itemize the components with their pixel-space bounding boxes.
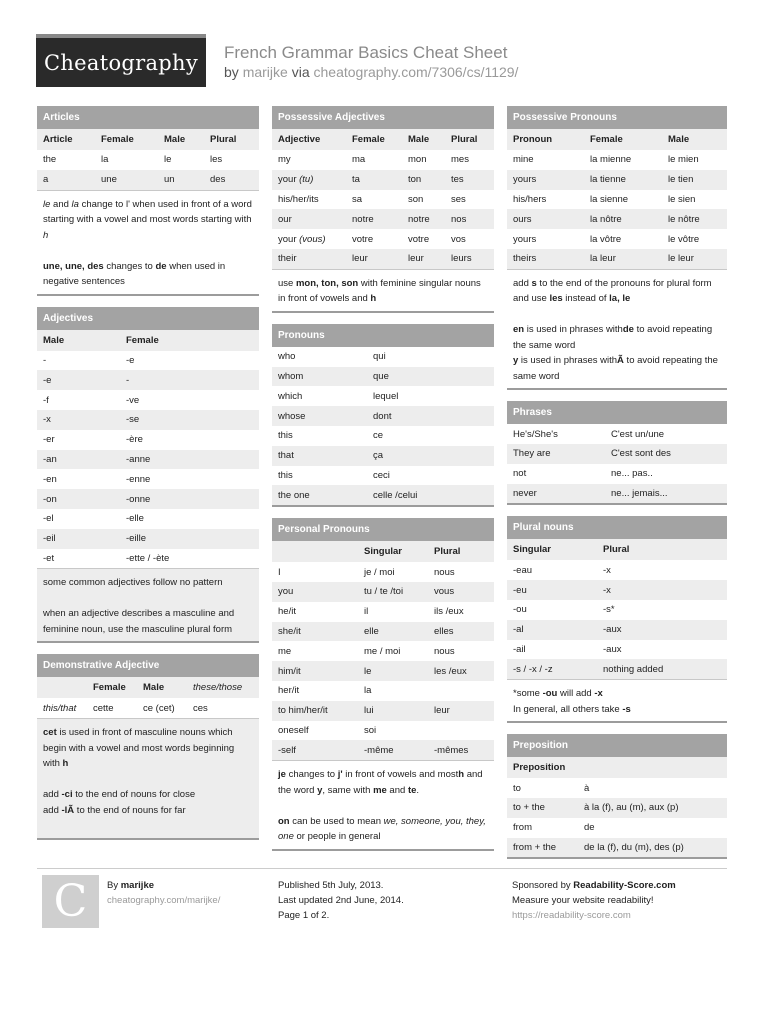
preposition-block <box>507 734 727 859</box>
table-row: your (tu) ta ton tes <box>272 170 494 190</box>
table-row: she/it elle elles <box>272 622 494 642</box>
block-title: Pronouns <box>272 324 494 347</box>
table-row: mine la mienne le mien <box>513 154 699 166</box>
block-title: Possessive Adjectives <box>272 106 494 129</box>
column-header <box>272 541 358 562</box>
table-row: our notre notre nos <box>272 209 494 229</box>
sponsor-info: Sponsored by Readability-Score.com Measure your website readability! https://readability-score.com <box>512 880 676 921</box>
table-row: -el -elle <box>43 513 144 525</box>
table-row: -eu -x <box>507 580 727 600</box>
column-header: these/those <box>193 682 243 694</box>
table-row: -ou -s* <box>513 604 615 616</box>
block-title: Phrases <box>507 401 727 424</box>
table-row: my ma mon mes <box>278 154 469 166</box>
table-row: I je / moi nous <box>278 566 455 578</box>
table-row: -en -enne <box>43 473 151 485</box>
column-3 <box>507 106 727 870</box>
avatar[interactable]: C <box>42 875 99 928</box>
table-row: him/it le les /eux <box>272 661 494 681</box>
demonstrative-table <box>37 677 259 718</box>
table-row: from + the de la (f), du (m), des (p) <box>507 838 727 858</box>
table-row: this/that cette ce (cet) ces <box>43 702 208 714</box>
table-row: -e - <box>37 370 259 390</box>
table-row: theirs la leur le leur <box>507 249 727 269</box>
table-row: -s / -x / -z nothing added <box>507 659 727 679</box>
table-row: -ail -aux <box>513 644 622 656</box>
table-row: which lequel <box>278 390 399 402</box>
table-row: oneself soi <box>278 724 377 736</box>
possessive-adjectives-note: use mon, ton, son with feminine singular nouns in front of vowels and h <box>272 269 494 311</box>
table-row: -er -ère <box>43 434 143 446</box>
column-2 <box>272 106 494 862</box>
table-row: his/hers la sienne le sien <box>513 193 696 205</box>
column-header: Female <box>126 334 159 346</box>
block-title: Demonstrative Adjective <box>37 654 259 677</box>
table-row: yours la tienne le tien <box>507 170 727 190</box>
page-title: French Grammar Basics Cheat Sheet <box>224 43 508 62</box>
author-link[interactable]: marijke <box>242 64 288 80</box>
author-url-link[interactable]: cheatography.com/marijke/ <box>107 895 221 906</box>
adjectives-block <box>37 307 259 644</box>
column-header: Female <box>590 134 623 145</box>
table-row: this ce <box>278 430 384 442</box>
table-row: who qui <box>278 351 386 363</box>
page-header <box>36 34 736 88</box>
column-header: Male <box>143 682 165 694</box>
table-row: that ça <box>272 446 494 466</box>
byline: by marijke via cheatography.com/7306/cs/1129/ <box>224 64 519 80</box>
possessive-adjectives-table <box>272 129 494 269</box>
possessive-adjectives-block <box>272 106 494 313</box>
author-info: By marijke cheatography.com/marijke/ <box>107 880 221 906</box>
table-row: their leur leur leurs <box>272 249 494 269</box>
preposition-table <box>507 757 727 857</box>
table-row: -self -même -mêmes <box>272 740 494 760</box>
table-row: -eau -x <box>513 564 611 576</box>
table-row: this ceci <box>278 469 390 481</box>
personal-pronouns-block <box>272 518 494 850</box>
table-row: -et -ette / -ète <box>43 552 170 564</box>
column-header: Male <box>408 134 430 145</box>
column-header: Male <box>164 134 186 145</box>
page-footer <box>37 868 727 938</box>
column-header: Singular <box>513 544 552 556</box>
table-row: a une un des <box>37 170 259 190</box>
adjectives-note: some common adjectives follow no pattern when an adjective describes a masculine and feminine noun, use the masculine plural form <box>37 568 259 641</box>
possessive-pronouns-block <box>507 106 727 390</box>
sponsor-link[interactable]: Readability-Score.com <box>573 880 676 891</box>
table-row: whom que <box>272 367 494 387</box>
plural-nouns-note: *some -ou will add -x In general, all others take -s <box>507 679 727 721</box>
column-header: Pronoun <box>513 134 553 145</box>
pronouns-block <box>272 324 494 507</box>
block-title: Personal Pronouns <box>272 518 494 541</box>
table-row: to à <box>513 782 590 794</box>
column-header: Plural <box>210 134 237 145</box>
table-row: -eil -eille <box>37 529 259 549</box>
table-row: not ne... pas.. <box>513 468 653 480</box>
table-row: his/her/its sa son ses <box>278 193 466 205</box>
table-row: - -e <box>43 354 135 366</box>
table-row: your (vous) votre votre vos <box>278 233 466 245</box>
personal-pronouns-table <box>272 541 494 760</box>
table-row: you tu / te /toi vous <box>272 582 494 602</box>
personal-pronouns-note: je changes to j' in front of vowels and mosth and the word y, same with me and te. on can be used to mean we, someone, you, they, one or people in general <box>272 760 494 849</box>
table-row: He's/She's C'est un/une <box>513 428 665 440</box>
cheatography-logo[interactable]: Cheatography <box>36 34 206 87</box>
table-row: me me / moi nous <box>278 645 455 657</box>
column-header: Singular <box>364 546 403 558</box>
publish-info: Published 5th July, 2013. Last updated 2nd June, 2014. Page 1 of 2. <box>278 880 404 921</box>
column-header: Female <box>101 134 134 145</box>
plural-nouns-block <box>507 516 727 723</box>
possessive-pronouns-note: add s to the end of the pronouns for plural form and use les instead of la, le en is used in phrases withde to avoid repeating the same word y is used in phrases withÃ to avoid repeating the same word <box>507 269 727 389</box>
table-row: ours la nôtre le nôtre <box>507 209 727 229</box>
phrases-table <box>507 424 727 503</box>
table-row: to him/her/it lui leur <box>272 701 494 721</box>
phrases-block <box>507 401 727 505</box>
table-row: -on -onne <box>37 489 259 509</box>
table-row: -x -se <box>37 410 259 430</box>
table-row: -an -anne <box>37 450 259 470</box>
column-header: Female <box>93 682 126 694</box>
table-row: yours la vôtre le vôtre <box>513 233 700 245</box>
table-row: the la le les <box>43 154 223 166</box>
possessive-pronouns-table <box>507 129 727 269</box>
column-header: Plural <box>603 544 630 556</box>
table-row: whose dont <box>272 406 494 426</box>
block-title: Possessive Pronouns <box>507 106 727 129</box>
table-row: her/it la <box>278 685 372 697</box>
author-name-link[interactable]: marijke <box>120 880 155 891</box>
table-row: They are C'est sont des <box>507 444 727 464</box>
articles-block <box>37 106 259 296</box>
table-row: he/it il ils /eux <box>278 606 464 618</box>
column-1 <box>37 106 259 851</box>
column-header: Plural <box>451 134 478 145</box>
sponsor-url-link[interactable]: https://readability-score.com <box>512 910 631 921</box>
articles-note: le and la change to l' when used in front of a word starting with a vowel and most words starting with h une, une, des changes to de when used in negative sentences <box>37 190 259 294</box>
articles-table <box>37 129 259 190</box>
column-header: Preposition <box>513 762 566 774</box>
adjectives-table <box>37 330 259 569</box>
block-title: Adjectives <box>37 307 259 330</box>
pronouns-table <box>272 347 494 505</box>
sheet-url-link[interactable]: cheatography.com/7306/cs/1129/ <box>313 64 519 80</box>
table-row: the one celle /celui <box>272 485 494 505</box>
table-row: from de <box>513 822 595 834</box>
column-header: Female <box>352 134 385 145</box>
column-header: Article <box>43 134 73 145</box>
column-header <box>37 677 87 698</box>
column-header: Male <box>668 134 690 145</box>
block-title: Articles <box>37 106 259 129</box>
demonstrative-block <box>37 654 259 839</box>
table-row: -f -ve <box>43 394 140 406</box>
block-title: Plural nouns <box>507 516 727 539</box>
block-title: Preposition <box>507 734 727 757</box>
table-row: never ne... jemais... <box>507 484 727 504</box>
column-header: Plural <box>434 546 461 558</box>
demonstrative-note: cet is used in front of masculine nouns which begin with a vowel and most words beginning with h add -ci to the end of nouns for close add -lÃ to the end of nouns for far <box>37 718 259 838</box>
plural-nouns-table <box>507 539 727 679</box>
column-header: Male <box>43 334 65 346</box>
column-header: Adjective <box>278 134 321 145</box>
table-row: to + the à la (f), au (m), aux (p) <box>507 798 727 818</box>
table-row: -al -aux <box>507 620 727 640</box>
